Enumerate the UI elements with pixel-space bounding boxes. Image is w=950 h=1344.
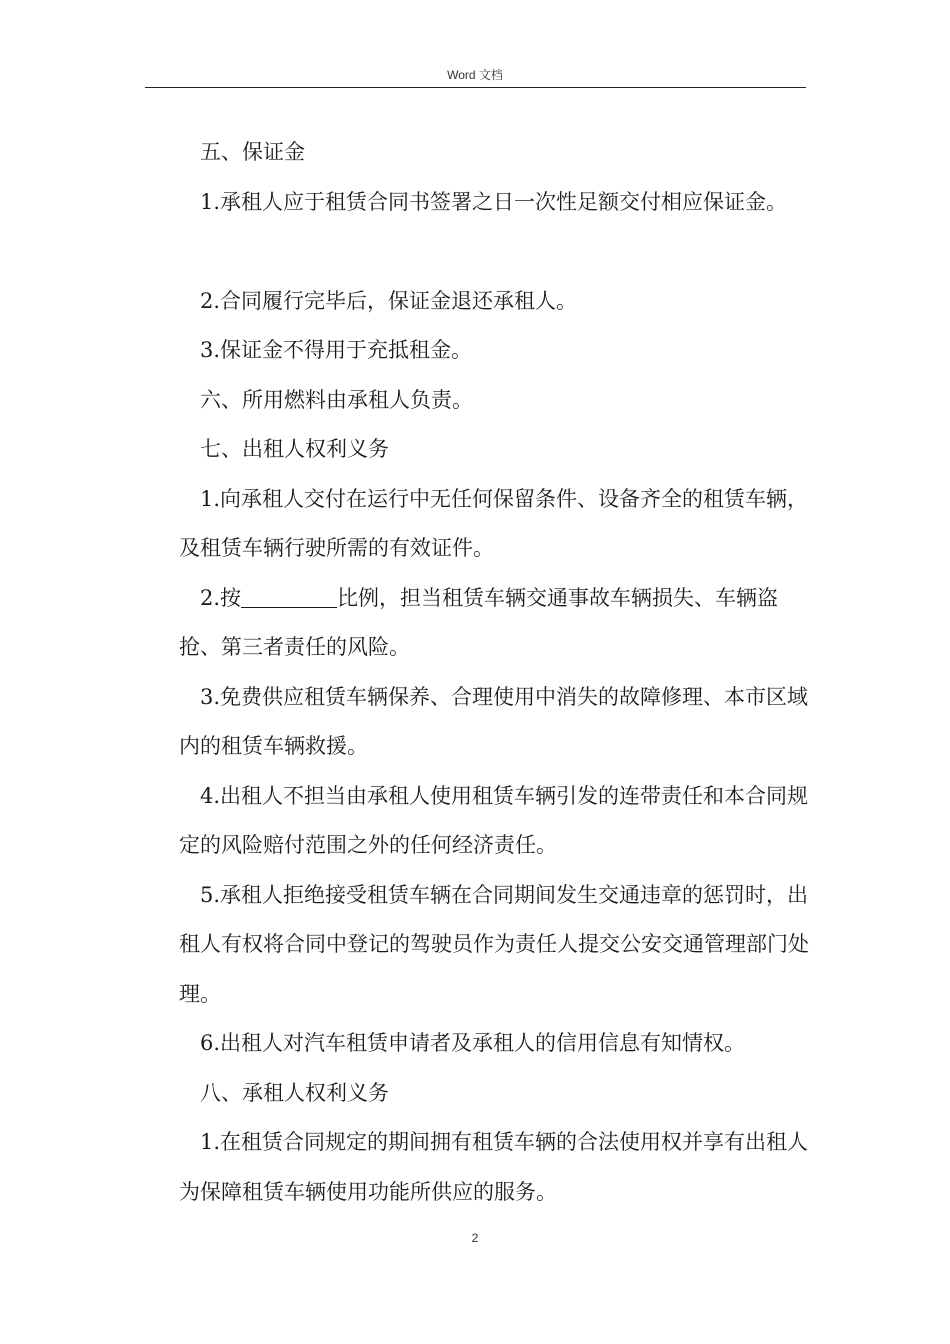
section-heading-deposit: 五、保证金: [200, 140, 305, 164]
paragraph: 3.免费供应租赁车辆保养、合理使用中消失的故障修理、本市区域内的租赁车辆救援。: [179, 684, 809, 758]
section-heading-lessor: 七、出租人权利义务: [200, 437, 389, 461]
paragraph: 3.保证金不得用于充抵租金。: [200, 338, 473, 362]
page-header: Word 文档: [447, 68, 503, 82]
paragraph: [179, 574, 809, 673]
paragraph: 2.合同履行完毕后，保证金退还承租人。: [200, 288, 578, 313]
paragraph: 4.出租人不担当由承租人使用租赁车辆引发的连带责任和本合同规定的风险赔付范围之外的任何经济责任。: [179, 783, 809, 857]
page-number: 2: [471, 1231, 479, 1245]
header-rule: [145, 87, 806, 88]
section-heading-lessee: 八、承租人权利义务: [200, 1080, 389, 1105]
fill-in-blank: [241, 587, 337, 608]
paragraph: 1.在租赁合同规定的期间拥有租赁车辆的合法使用权并享有出租人为保障租赁车辆使用功能所供应的服务。: [179, 1130, 809, 1204]
paragraph: 1.向承租人交付在运行中无任何保留条件、设备齐全的租赁车辆，及租赁车辆行驶所需的有效证件。: [179, 486, 809, 560]
section-heading-fuel: 六、所用燃料由承租人负责。: [200, 387, 473, 412]
paragraph-text: 比例，担当租赁车辆交通事故车辆损失、车辆盗抢、第三者责任的风险。: [179, 585, 779, 659]
document-body: [179, 128, 809, 1217]
blank-line: [179, 227, 809, 277]
paragraph-text: 2.按: [200, 585, 242, 610]
paragraph: 5.承租人拒绝接受租赁车辆在合同期间发生交通违章的惩罚时，出租人有权将合同中登记的驾驶员作为责任人提交公安交通管理部门处理。: [179, 882, 809, 1006]
paragraph: 1.承租人应于租赁合同书签署之日一次性足额交付相应保证金。: [200, 189, 788, 214]
paragraph: 6.出租人对汽车租赁申请者及承租人的信用信息有知情权。: [200, 1031, 746, 1055]
